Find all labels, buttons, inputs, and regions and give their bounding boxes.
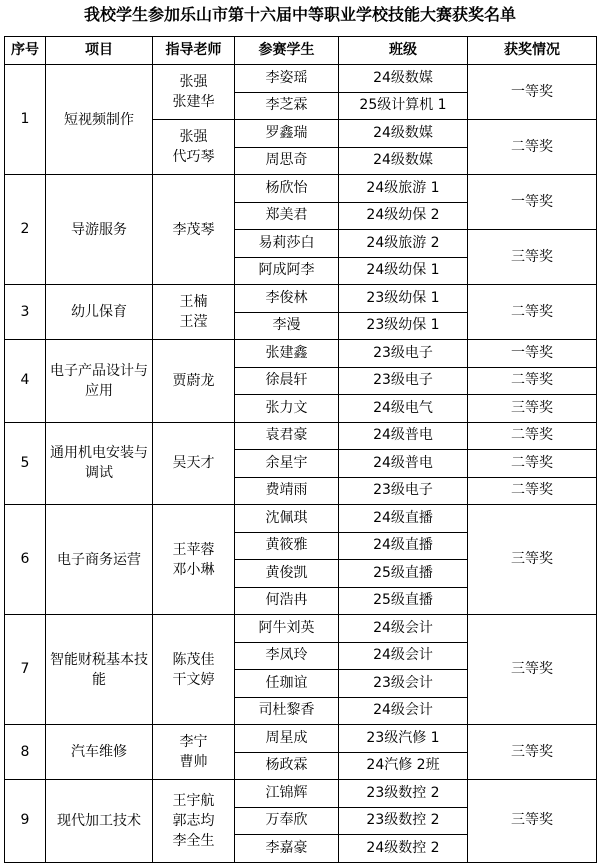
teacher-cell [153,175,235,285]
teacher-cell [153,65,235,120]
student-name: 余星宇 [235,450,339,478]
teacher-name: 李茂琴 [172,221,215,238]
header-cell-project: 项目 [46,37,153,65]
teacher-name: 王楠 [179,294,208,310]
teacher-name: 邓小琳 [172,561,215,578]
row-number: 3 [5,285,46,340]
class-name: 24级普电 [339,422,468,450]
student-name: 黄筱雅 [235,532,339,560]
class-name: 25级直播 [339,587,468,615]
award-cell: 二等奖 [468,120,597,175]
class-name: 24级会计 [339,615,468,643]
class-name: 23级汽修 1 [339,725,468,753]
class-name: 23级数控 2 [339,780,468,808]
project-name: 导游服务 [46,175,153,285]
table-body [5,65,597,863]
student-name: 杨欣怡 [235,175,339,203]
student-name: 江锦辉 [235,780,339,808]
row-number: 7 [5,615,46,725]
student-name: 阿牛刘英 [235,615,339,643]
award-cell: 二等奖 [468,285,597,340]
award-cell: 三等奖 [468,780,597,863]
header-row [5,37,597,65]
teacher-cell [153,120,235,175]
class-name: 23级幼保 1 [339,312,468,340]
project-name: 电子商务运营 [46,505,153,615]
student-name: 罗鑫瑞 [235,120,339,148]
class-name: 24级数媒 [339,147,468,175]
student-name: 司杜黎香 [235,697,339,725]
teacher-name: 曹帅 [179,754,208,770]
student-name: 黄俊凯 [235,560,339,588]
row-number: 2 [5,175,46,285]
project-name: 电子产品设计与应用 [46,340,153,423]
class-name: 24级数控 2 [339,835,468,863]
table-row [5,285,597,313]
teacher-name: 王滢 [179,314,208,330]
header-cell-class: 班级 [339,37,468,65]
row-number: 1 [5,65,46,175]
class-name: 23级电子 [339,477,468,505]
student-name: 杨政霖 [235,752,339,780]
student-name: 周思奇 [235,147,339,175]
class-name: 24级幼保 2 [339,202,468,230]
table-row [5,65,597,93]
award-cell: 三等奖 [468,505,597,615]
award-cell: 一等奖 [468,175,597,230]
project-name: 短视频制作 [46,65,153,175]
project-name: 通用机电安装与调试 [46,422,153,505]
student-name: 张力文 [235,395,339,423]
class-name: 23级会计 [339,670,468,698]
student-name: 李漫 [235,312,339,340]
class-name: 24级数媒 [339,65,468,93]
teacher-cell [153,422,235,505]
header-cell-no: 序号 [5,37,46,65]
student-name: 费靖雨 [235,477,339,505]
class-name: 24级普电 [339,450,468,478]
table-row [5,175,597,203]
teacher-cell [153,340,235,423]
row-number: 4 [5,340,46,423]
award-cell: 三等奖 [468,615,597,725]
table-row [5,780,597,808]
table-row [5,725,597,753]
teacher-name: 张强 [179,74,208,90]
student-name: 张建鑫 [235,340,339,368]
project-name: 智能财税基本技能 [46,615,153,725]
teacher-cell [153,615,235,725]
student-name: 李俊林 [235,285,339,313]
teacher-name: 李全生 [172,832,215,849]
page-title: 我校学生参加乐山市第十六届中等职业学校技能大赛获奖名单 [83,5,516,24]
teacher-name: 代巧琴 [172,149,215,165]
teacher-name: 干文婷 [172,671,215,688]
row-number: 8 [5,725,46,780]
student-name: 周星成 [235,725,339,753]
class-name: 23级电子 [339,367,468,395]
teacher-name: 张建华 [172,94,215,110]
class-name: 23级数控 2 [339,807,468,835]
teacher-name: 郭志均 [172,812,215,829]
class-name: 25级直播 [339,560,468,588]
teacher-name: 王苹蓉 [172,541,215,558]
teacher-cell [153,725,235,780]
student-name: 李姿瑶 [235,65,339,93]
header-cell-teacher: 指导老师 [153,37,235,65]
class-name: 24级电气 [339,395,468,423]
student-name: 任珈谊 [235,670,339,698]
student-name: 袁君豪 [235,422,339,450]
student-name: 易莉莎白 [235,230,339,258]
class-name: 24级直播 [339,532,468,560]
class-name: 24级直播 [339,505,468,533]
class-name: 25级计算机 1 [339,92,468,120]
row-number: 5 [5,422,46,505]
class-name: 24级会计 [339,642,468,670]
class-name: 24级旅游 2 [339,230,468,258]
student-name: 郑美君 [235,202,339,230]
teacher-name: 李宁 [179,734,208,750]
table-row [5,505,597,533]
header-cell-award: 获奖情况 [468,37,597,65]
class-name: 24汽修 2班 [339,752,468,780]
class-name: 23级幼保 1 [339,285,468,313]
award-cell: 二等奖 [468,422,597,450]
table-row [5,615,597,643]
class-name: 23级电子 [339,340,468,368]
class-name: 24级会计 [339,697,468,725]
award-cell: 二等奖 [468,477,597,505]
student-name: 李芝霖 [235,92,339,120]
teacher-name: 吴天才 [172,455,215,472]
award-cell: 一等奖 [468,340,597,368]
teacher-name: 王宇航 [172,792,215,809]
project-name: 幼儿保育 [46,285,153,340]
award-cell: 三等奖 [468,395,597,423]
teacher-cell [153,285,235,340]
student-name: 徐晨轩 [235,367,339,395]
project-name: 现代加工技术 [46,780,153,863]
table-row [5,340,597,368]
row-number: 6 [5,505,46,615]
table-row [5,422,597,450]
award-cell: 三等奖 [468,725,597,780]
teacher-name: 陈茂佳 [172,651,215,668]
award-cell: 二等奖 [468,450,597,478]
student-name: 万奉欣 [235,807,339,835]
teacher-name: 张强 [179,129,208,145]
teacher-cell [153,505,235,615]
award-cell: 三等奖 [468,230,597,285]
project-name: 汽车维修 [46,725,153,780]
header-cell-student: 参赛学生 [235,37,339,65]
student-name: 李嘉豪 [235,835,339,863]
row-number: 9 [5,780,46,863]
teacher-cell [153,780,235,863]
student-name: 李凤玲 [235,642,339,670]
student-name: 阿成阿李 [235,257,339,285]
class-name: 24级旅游 1 [339,175,468,203]
student-name: 何浩冉 [235,587,339,615]
award-cell: 一等奖 [468,65,597,120]
class-name: 24级幼保 1 [339,257,468,285]
award-cell: 二等奖 [468,367,597,395]
class-name: 24级数媒 [339,120,468,148]
award-table [4,36,597,863]
teacher-name: 贾蔚龙 [172,372,215,389]
student-name: 沈佩琪 [235,505,339,533]
